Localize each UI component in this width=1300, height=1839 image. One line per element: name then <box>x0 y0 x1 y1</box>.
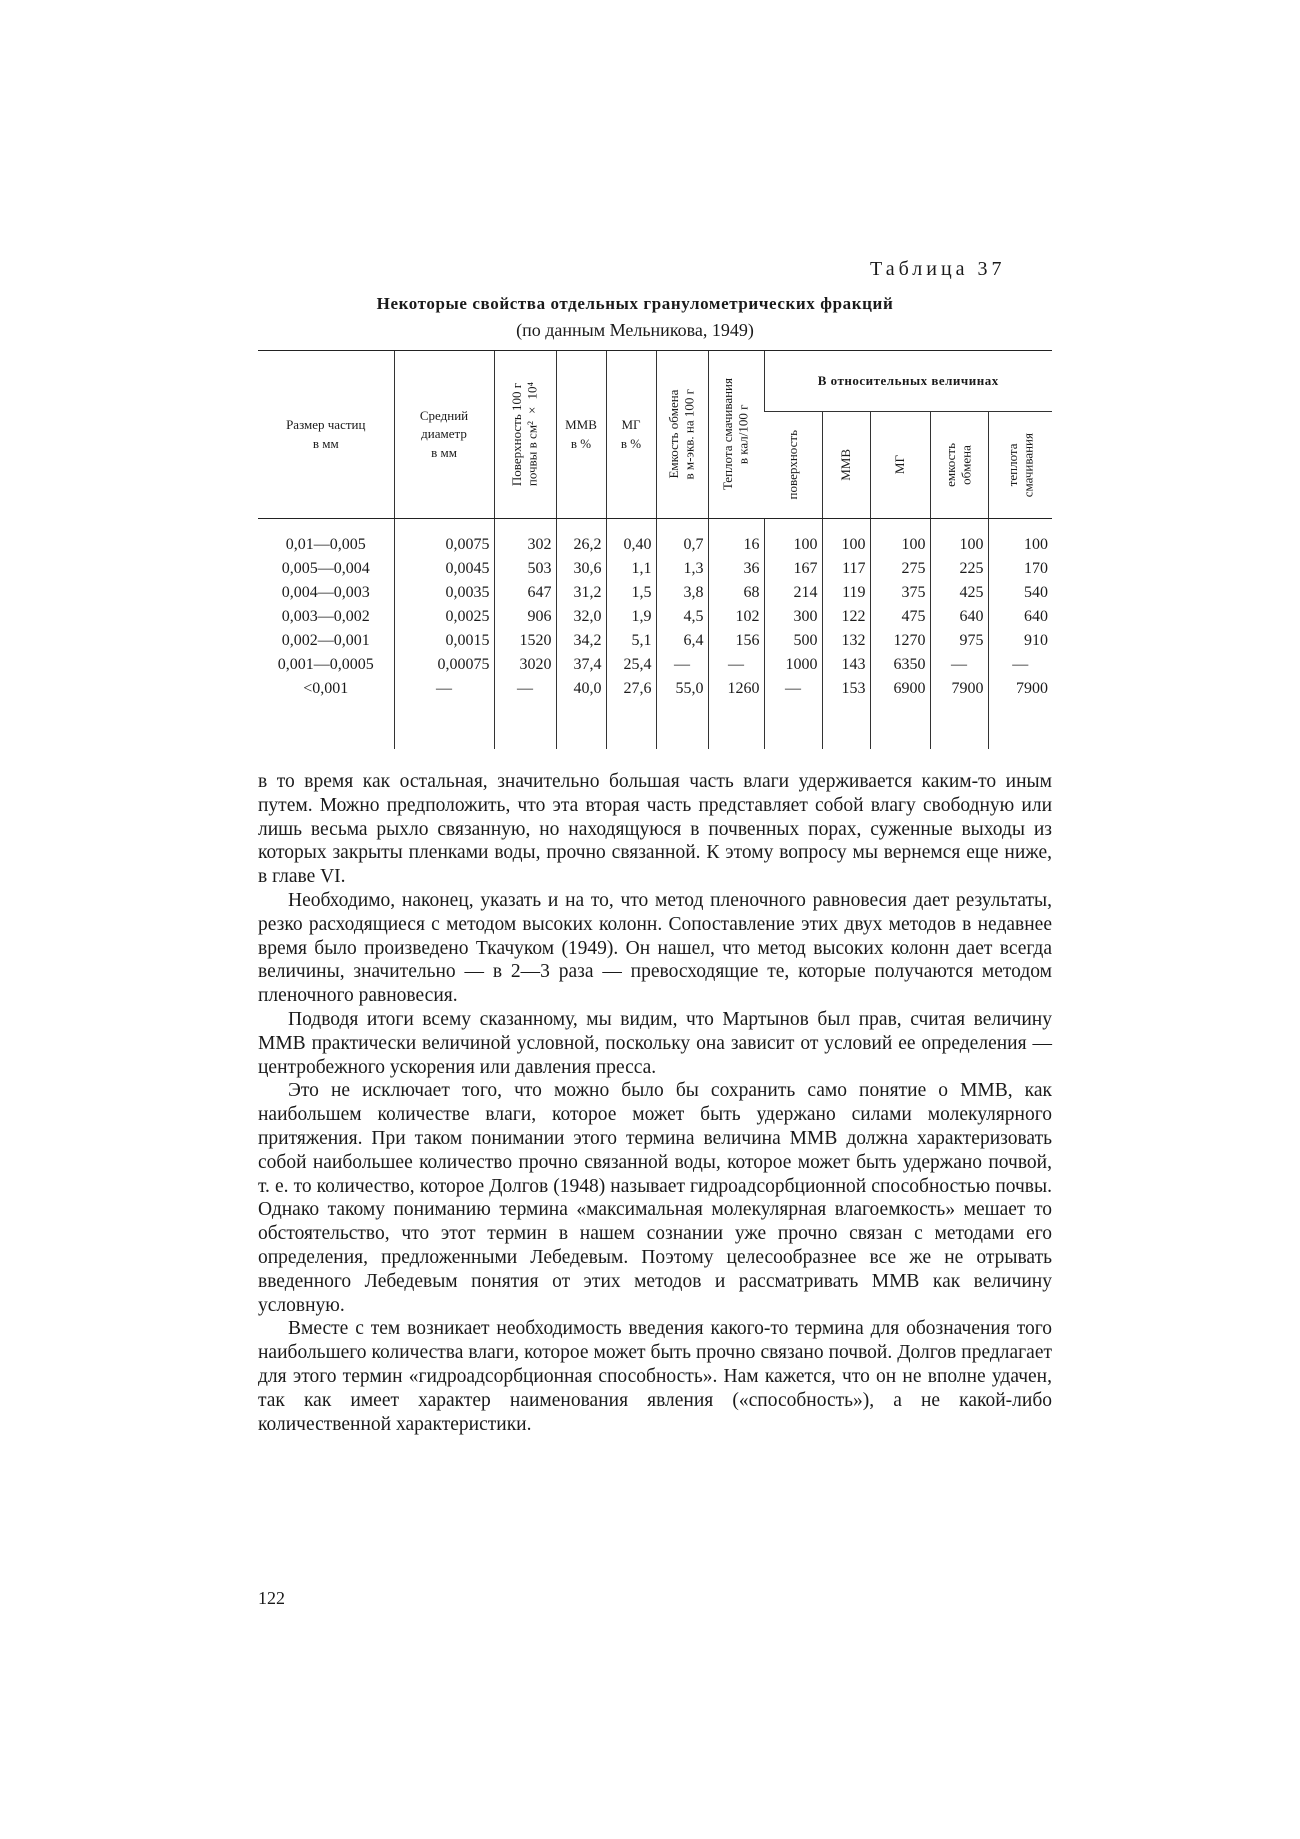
table-cell: 0,0035 <box>394 581 494 605</box>
table-cell: 1000 <box>764 653 822 677</box>
table-cell: — <box>764 677 822 701</box>
table-cell: 640 <box>930 605 988 629</box>
header-surface: Поверхность 100 г почвы в см² × 10⁴ <box>494 351 556 519</box>
tail-cell <box>656 701 708 749</box>
table-cell: 3020 <box>494 653 556 677</box>
table-cell: 647 <box>494 581 556 605</box>
properties-table <box>258 350 1052 749</box>
table-cell: 0,005—0,004 <box>281 560 370 577</box>
table-cell: 68 <box>708 581 764 605</box>
tail-row <box>258 701 1052 749</box>
paragraph: Это не исключает того, что можно было бы сохранить само понятие о ММВ, как наибольшем количестве влаги, которое может быть удержано силами молекулярного притяжения. При таком понимании этого термина величина ММВ должна характеризовать собой наибольшее количество прочно связанной воды, которое может быть удержано почвой, т. е. то количество, которое Долгов (1948) называет гидроадсорбционной способностью почвы. Однако такому пониманию термина «максимальная молекулярная влагоемкость» мешает то обстоятельство, что этот термин в нашем сознании уже прочно связан с методами его определения, предложенными Лебедевым. Поэтому целесообразнее все же не отрывать введенного Лебедевым понятия от этих методов и рассматривать ММВ как величину условную. <box>258 1080 1052 1316</box>
table-cell: 55,0 <box>656 677 708 701</box>
table-cell: 910 <box>988 629 1052 653</box>
table-cell: 0,00075 <box>394 653 494 677</box>
table-cell: 0,40 <box>606 533 656 557</box>
table-row <box>258 653 1052 677</box>
table-cell: 7900 <box>930 677 988 701</box>
table-row <box>258 581 1052 605</box>
spacer-cell <box>708 519 764 534</box>
table-cell: 0,0025 <box>394 605 494 629</box>
tail-cell <box>258 701 394 749</box>
header-rel-heat: теплота смачивания <box>988 412 1052 519</box>
table-cell: 906 <box>494 605 556 629</box>
table-cell: 32,0 <box>556 605 606 629</box>
header-rel-mmv: ММВ <box>822 412 870 519</box>
table-cell: — <box>494 677 556 701</box>
table-cell: 0,7 <box>656 533 708 557</box>
table-cell: 375 <box>870 581 930 605</box>
table-cell: 975 <box>930 629 988 653</box>
spacer-cell <box>258 519 394 534</box>
table-cell: 100 <box>930 533 988 557</box>
spacer-cell <box>556 519 606 534</box>
table-cell: 31,2 <box>556 581 606 605</box>
table-cell: 100 <box>822 533 870 557</box>
table-cell: 4,5 <box>656 605 708 629</box>
table-cell: 170 <box>988 557 1052 581</box>
table-cell: 225 <box>930 557 988 581</box>
table-cell: — <box>656 653 708 677</box>
table-cell: 302 <box>494 533 556 557</box>
spacer-cell <box>494 519 556 534</box>
spacer-cell <box>606 519 656 534</box>
paragraph: Подводя итоги всему сказанному, мы видим, что Мартынов был прав, считая величину ММВ практически величиной условной, поскольку она зависит от условий ее определения — центробежного ускорения или давления пресса. <box>258 1008 1052 1078</box>
table-cell: 143 <box>822 653 870 677</box>
table-cell: 153 <box>822 677 870 701</box>
header-diameter: Средний диаметр в мм <box>394 351 494 519</box>
table-label: Таблица 37 <box>870 258 1006 280</box>
table-cell: 300 <box>764 605 822 629</box>
header-mg: МГ в % <box>606 351 656 519</box>
table-cell: 117 <box>822 557 870 581</box>
spacer-cell <box>930 519 988 534</box>
tail-cell <box>764 701 822 749</box>
spacer-cell <box>764 519 822 534</box>
table-cell: — <box>394 677 494 701</box>
table-cell: 6,4 <box>656 629 708 653</box>
table-cell: 119 <box>822 581 870 605</box>
tail-cell <box>394 701 494 749</box>
table-cell: 6900 <box>870 677 930 701</box>
table-body <box>258 519 1052 750</box>
table-cell: 37,4 <box>556 653 606 677</box>
table-cell: 27,6 <box>606 677 656 701</box>
table-cell: 26,2 <box>556 533 606 557</box>
table-subtitle: (по данным Мельникова, 1949) <box>516 320 754 340</box>
table-cell: 100 <box>764 533 822 557</box>
table-cell: 540 <box>988 581 1052 605</box>
tail-cell <box>822 701 870 749</box>
header-rel-capacity: емкость обмена <box>930 412 988 519</box>
table-cell: 1,5 <box>606 581 656 605</box>
table-cell: 100 <box>988 533 1052 557</box>
table-cell: 1,1 <box>606 557 656 581</box>
table-cell: 30,6 <box>556 557 606 581</box>
table-cell: 7900 <box>988 677 1052 701</box>
table-cell: 1270 <box>870 629 930 653</box>
tail-cell <box>556 701 606 749</box>
spacer-cell <box>394 519 494 534</box>
table-cell: 40,0 <box>556 677 606 701</box>
table-cell: 25,4 <box>606 653 656 677</box>
table-cell: <0,001 <box>303 680 349 697</box>
tail-cell <box>988 701 1052 749</box>
table-cell: — <box>988 653 1052 677</box>
table-cell: 1260 <box>708 677 764 701</box>
tail-cell <box>606 701 656 749</box>
paragraph: Необходимо, наконец, указать и на то, что метод пленочного равновесия дает результаты, резко расходящиеся с методом высоких колонн. Сопоставление этих двух методов в недавнее время было произведено Ткачуком (1949). Он нашел, что метод высоких колонн дает всегда величины, значительно — в 2—3 раза — превосходящие те, которые получаются методом пленочного равновесия. <box>258 889 1052 1007</box>
tail-cell <box>494 701 556 749</box>
header-size: Размер частиц в мм <box>258 351 394 519</box>
table-row <box>258 605 1052 629</box>
table-cell: 275 <box>870 557 930 581</box>
table-cell: 1,3 <box>656 557 708 581</box>
paragraph: Вместе с тем возникает необходимость введения какого-то термина для обозначения того наибольшего количества влаги, которое может быть прочно связано почвой. Долгов предлагает для этого термин «гидроадсорбционная способность». Нам кажется, что он не вполне удачен, так как имеет характер наименования явления («способность»), а не какой-либо количественной характеристики. <box>258 1318 1052 1435</box>
table-cell: 214 <box>764 581 822 605</box>
header-heat: Теплота смачивания в кал/100 г <box>708 351 764 519</box>
table-cell: 36 <box>708 557 764 581</box>
page-number: 122 <box>258 1588 285 1608</box>
table-cell: 0,0045 <box>394 557 494 581</box>
header-rel-mg: МГ <box>870 412 930 519</box>
tail-cell <box>708 701 764 749</box>
table-title: Некоторые свойства отдельных гранулометрических фракций <box>376 294 894 313</box>
header-mmv: ММВ в % <box>556 351 606 519</box>
table-cell: 0,0075 <box>394 533 494 557</box>
table-cell: 0,0015 <box>394 629 494 653</box>
table-cell: 640 <box>988 605 1052 629</box>
table-cell: 167 <box>764 557 822 581</box>
header-capacity: Емкость обмена в м-экв. на 100 г <box>656 351 708 519</box>
paragraph: в то время как остальная, значительно большая часть влаги удерживается каким-то иным путем. Можно предположить, что эта вторая часть представляет собой влагу свободную или лишь весьма рыхло связанную, но находящуюся в почвенных порах, суженные выходы из которых закрыты пленками воды, прочно связанной. К этому вопросу мы вернемся еще ниже, в главе VI. <box>258 771 1052 888</box>
spacer-cell <box>870 519 930 534</box>
tail-cell <box>930 701 988 749</box>
spacer-row <box>258 519 1052 534</box>
table-cell: 5,1 <box>606 629 656 653</box>
table-cell: 34,2 <box>556 629 606 653</box>
table-cell: 503 <box>494 557 556 581</box>
table-cell: 1,9 <box>606 605 656 629</box>
table-cell: 0,001—0,0005 <box>277 656 374 673</box>
table-row <box>258 629 1052 653</box>
spacer-cell <box>822 519 870 534</box>
spacer-cell <box>988 519 1052 534</box>
table-cell: 500 <box>764 629 822 653</box>
tail-cell <box>870 701 930 749</box>
table-cell: 0,004—0,003 <box>281 584 370 601</box>
table-cell: — <box>708 653 764 677</box>
table-cell: 425 <box>930 581 988 605</box>
table-cell: 122 <box>822 605 870 629</box>
table-cell: 1520 <box>494 629 556 653</box>
table-cell: 6350 <box>870 653 930 677</box>
table-cell: 3,8 <box>656 581 708 605</box>
table-cell: 102 <box>708 605 764 629</box>
header-relative-group: В относительных величинах <box>764 351 1052 412</box>
table-cell: 132 <box>822 629 870 653</box>
table-cell: 0,002—0,001 <box>281 632 370 649</box>
table-row <box>258 557 1052 581</box>
table-cell: — <box>930 653 988 677</box>
table-cell: 0,003—0,002 <box>281 608 370 625</box>
header-rel-surface: поверхность <box>764 412 822 519</box>
table-cell: 0,01—0,005 <box>285 536 366 553</box>
body-text <box>258 770 1052 1436</box>
table-row <box>258 677 1052 701</box>
spacer-cell <box>656 519 708 534</box>
table-cell: 156 <box>708 629 764 653</box>
table-row <box>258 533 1052 557</box>
table-cell: 100 <box>870 533 930 557</box>
table-cell: 16 <box>708 533 764 557</box>
table-cell: 475 <box>870 605 930 629</box>
